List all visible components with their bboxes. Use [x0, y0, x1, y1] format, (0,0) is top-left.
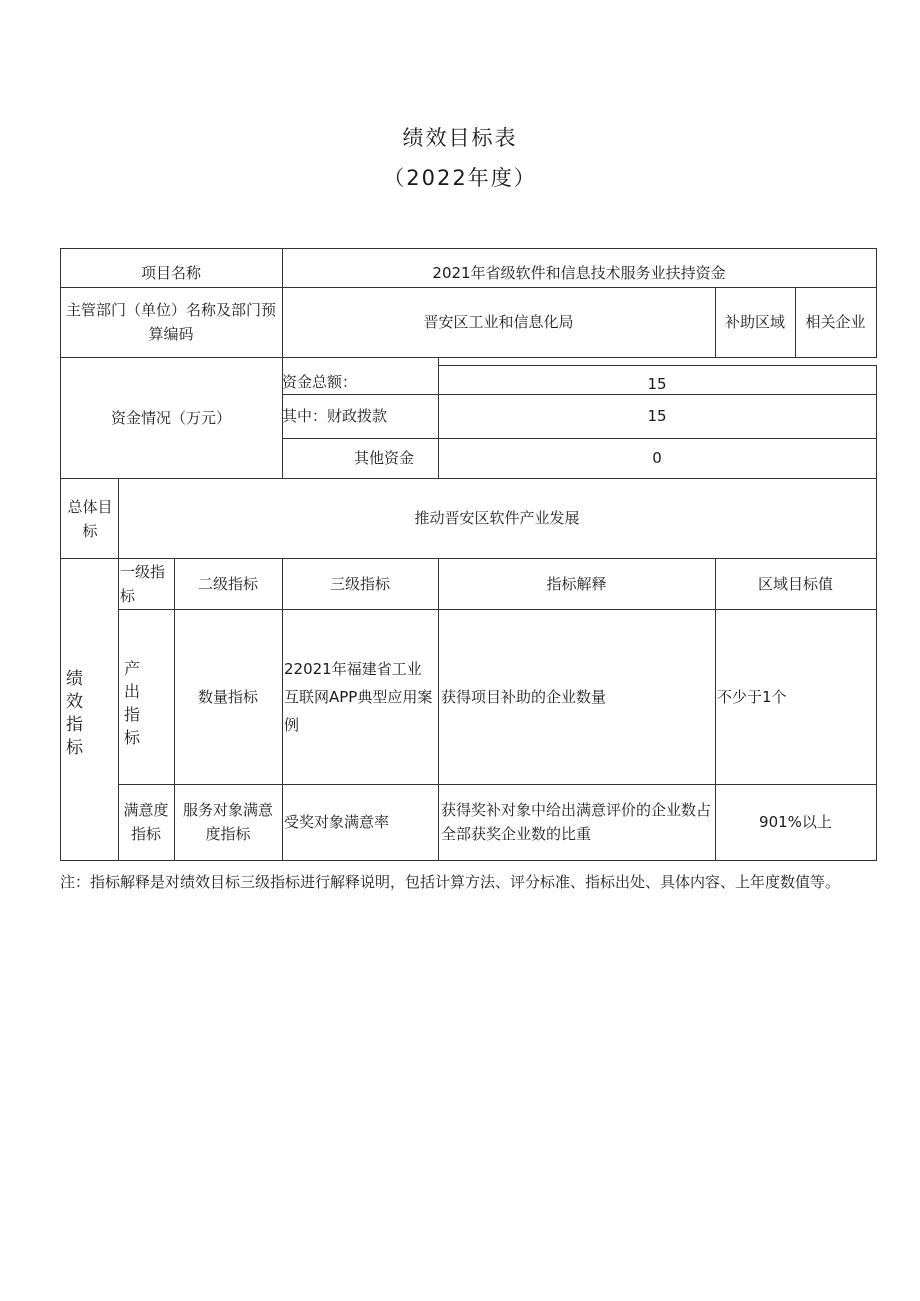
project-name-value: 2021年省级软件和信息技术服务业扶持资金 [282, 248, 877, 288]
row1-level2: 数量指标 [174, 609, 283, 785]
header-target: 区域目标值 [715, 558, 877, 610]
header-level1: 一级指标 [118, 558, 175, 610]
row1-level1: 产出指标 [124, 659, 141, 747]
funds-total-value: 15 [438, 365, 877, 395]
dept-label: 主管部门（单位）名称及部门预算编码 [60, 287, 283, 358]
funds-label: 资金情况（万元） [60, 357, 283, 479]
performance-label-cell [60, 558, 119, 861]
region-value: 相关企业 [795, 287, 877, 358]
performance-label: 绩效指标 [66, 669, 83, 758]
header-explain: 指标解释 [438, 558, 716, 610]
footnote: 注：指标解释是对绩效目标三级指标进行解释说明，包括计算方法、评分标准、指标出处、具体内容、上年度数值等。 [60, 873, 841, 891]
row2-explain: 获得奖补对象中给出满意评价的企业数占全部获奖企业数的比重 [438, 784, 716, 861]
overall-label: 总体目标 [60, 478, 119, 559]
funds-fiscal-value: 15 [438, 394, 877, 439]
row2-target: 901%以上 [715, 784, 877, 861]
row1-target: 不少于1个 [715, 609, 877, 785]
page-subtitle: （2022年度） [383, 166, 537, 190]
header-level3: 三级指标 [282, 558, 439, 610]
funds-total-label: 资金总额： [282, 357, 439, 395]
page-title: 绩效目标表 [402, 126, 518, 150]
row2-level3: 受奖对象满意率 [282, 784, 439, 861]
project-name-label: 项目名称 [60, 248, 283, 288]
funds-other-value: 0 [438, 438, 877, 479]
region-label: 补助区域 [715, 287, 796, 358]
dept-value: 晋安区工业和信息化局 [282, 287, 716, 358]
row2-level1: 满意度指标 [118, 784, 175, 861]
row1-level3: 22021年福建省工业互联网APP典型应用案例 [282, 609, 439, 785]
header-level2: 二级指标 [174, 558, 283, 610]
overall-value: 推动晋安区软件产业发展 [118, 478, 877, 559]
row2-level2: 服务对象满意度指标 [174, 784, 283, 861]
row1-explain: 获得项目补助的企业数量 [438, 609, 716, 785]
funds-other-label: 其他资金 [282, 438, 439, 479]
funds-fiscal-label: 其中：财政拨款 [282, 394, 439, 439]
row1-level1-cell [118, 609, 175, 785]
